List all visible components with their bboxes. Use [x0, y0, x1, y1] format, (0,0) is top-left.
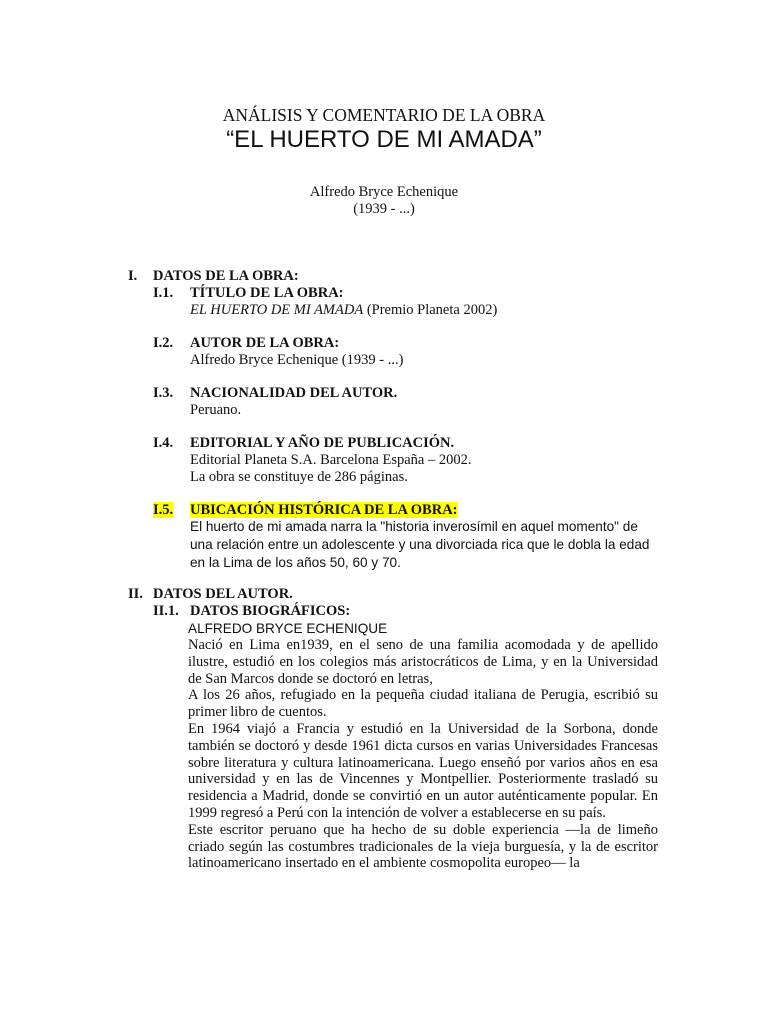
item-title: NACIONALIDAD DEL AUTOR.: [190, 385, 398, 401]
highlight: I.5.: [153, 502, 174, 518]
author-heading: ALFREDO BRYCE ECHENIQUE: [188, 621, 388, 636]
subsection-number: II.1.: [153, 603, 179, 619]
item-text: [190, 301, 497, 319]
section1-title: DATOS DE LA OBRA:: [153, 268, 299, 284]
work-title-italic: EL HUERTO DE MI AMADA: [190, 302, 364, 318]
item-title: TÍTULO DE LA OBRA:: [190, 285, 344, 301]
author-name: Alfredo Bryce Echenique: [309, 184, 459, 200]
item-text: Alfredo Bryce Echenique (1939 - ...): [190, 352, 404, 368]
item-title: AUTOR DE LA OBRA:: [190, 335, 340, 351]
item-number: I.1.: [153, 285, 174, 301]
paragraph: Este escritor peruano que ha hecho de su doble experiencia —la de limeño criado según las costumbres tradicionales de la vieja burguesía, y la de escritor latinoamericano insertado en el ambiente cosmopolita europeo— la: [188, 821, 658, 872]
item-text: Editorial Planeta S.A. Barcelona España – 2002.: [190, 452, 472, 468]
item-number: I.4.: [153, 435, 174, 451]
item-text: Peruano.: [190, 402, 242, 418]
subsection-title: DATOS BIOGRÁFICOS:: [190, 603, 351, 619]
award-text: (Premio Planeta 2002): [366, 302, 498, 318]
item-line: en la Lima de los años 50, 60 y 70.: [190, 555, 401, 570]
author-years: (1939 - ...): [353, 201, 415, 217]
paragraph: Nació en Lima en1939, en el seno de una familia acomodada y de apellido ilustre, estudió en los colegios más aristocráticos de Lima, y en la Universidad de San Marcos donde se doctoró en letras,: [188, 637, 658, 687]
section2-title: DATOS DEL AUTOR.: [153, 586, 293, 602]
item-text: La obra se constituye de 286 páginas.: [190, 469, 408, 485]
item-number: I.3.: [153, 385, 174, 401]
item-number: [153, 501, 173, 519]
document-title-line1: ANÁLISIS Y COMENTARIO DE LA OBRA: [222, 105, 546, 125]
item-line: una relación entre un adolescente y una divorciada rica que le dobla la edad: [190, 537, 650, 552]
item-number: I.2.: [153, 335, 174, 351]
biography-text: [188, 637, 658, 872]
paragraph: En 1964 viajó a Francia y estudió en la Universidad de la Sorbona, donde también se doctoró y desde 1961 dicta cursos en varias Universidades Francesas sobre literatura y cultura latinoamericana. Luego enseñó por varios años en esa universidad y en las de Vincennes y Montpellier. Posteriormente trasladó su residencia a Madrid, donde se convirtió en un autor auténticamente popular. En 1999 regresó a Perú con la intención de volver a establecerse en su país.: [188, 720, 658, 821]
item-line: El huerto de mi amada narra la "historia inverosímil en aquel momento" de: [190, 519, 638, 534]
highlight: UBICACIÓN HISTÓRICA DE LA OBRA:: [190, 502, 458, 518]
paragraph: A los 26 años, refugiado en la pequeña ciudad italiana de Perugia, escribió su primer libro de cuentos.: [188, 687, 658, 721]
section1-number: I.: [128, 268, 138, 284]
document-title-line2: “EL HUERTO DE MI AMADA”: [226, 126, 542, 153]
item-title: [190, 501, 458, 519]
section2-number: II.: [128, 586, 143, 602]
item-title: EDITORIAL Y AÑO DE PUBLICACIÓN.: [190, 435, 455, 451]
